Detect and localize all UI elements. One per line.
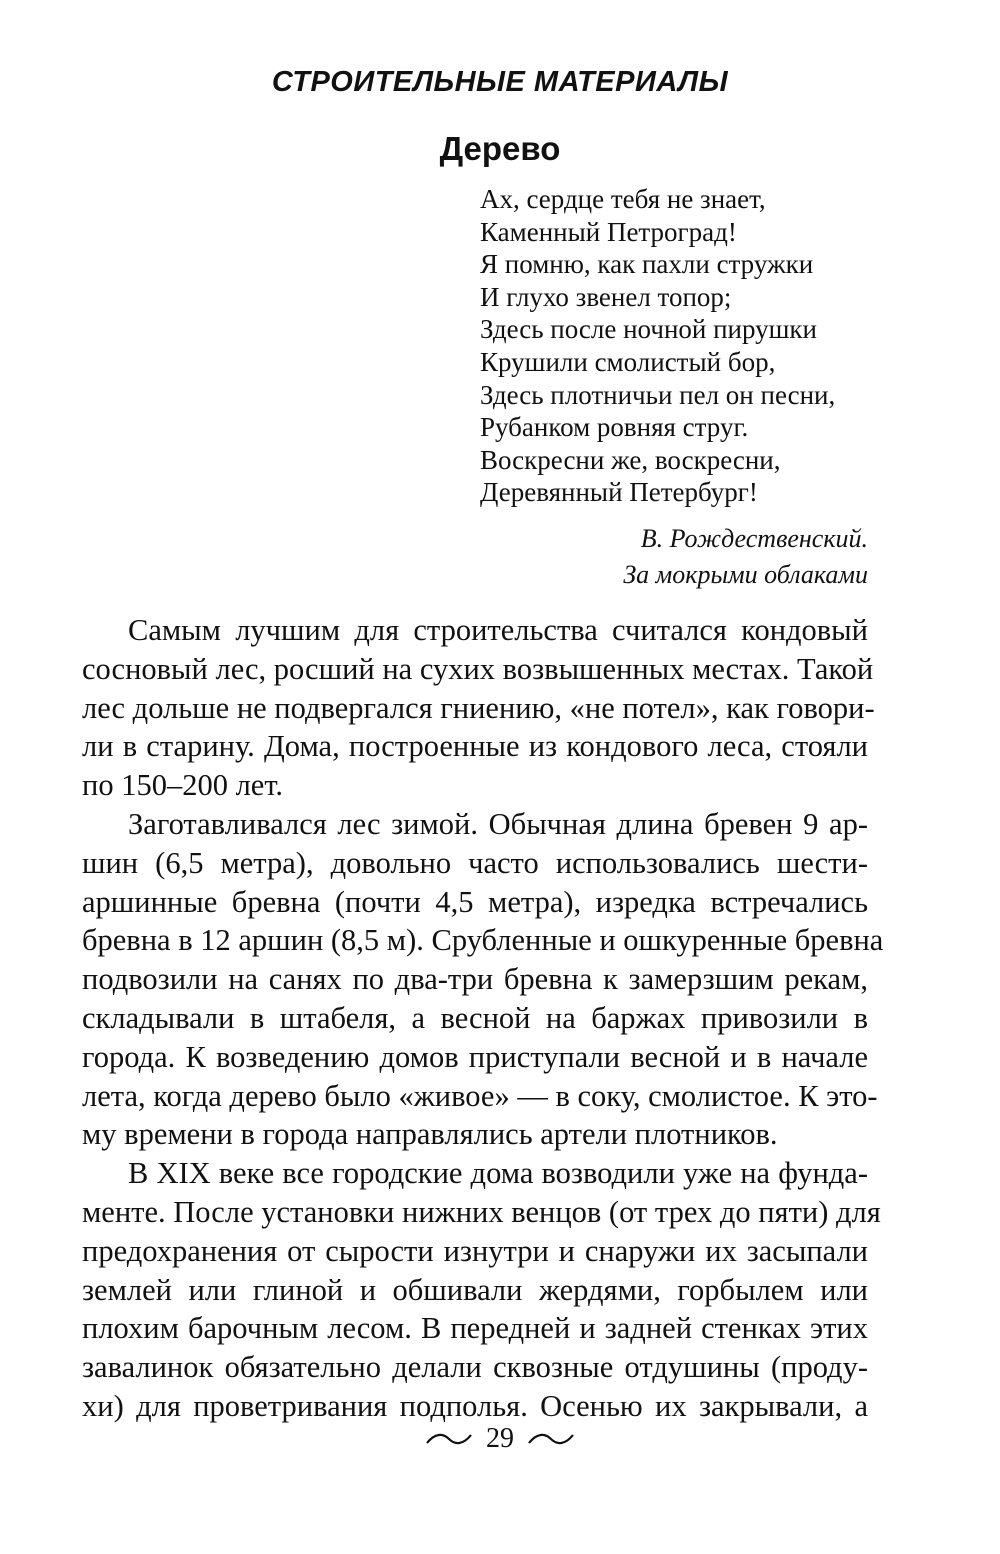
paragraph-line: землей или глиной и обшивали жердями, горбылем или bbox=[82, 1272, 868, 1307]
poem-line: Воскресни же, воскресни, bbox=[480, 444, 781, 475]
epigraph-author: В. Рождественский. bbox=[640, 524, 868, 553]
paragraph-line: бревна в 12 аршин (8,5 м). Срубленные и ошкуренные бревна bbox=[82, 923, 884, 958]
poem-line: Я помню, как пахли стружки bbox=[480, 249, 814, 280]
section-title: СТРОИТЕЛЬНЫЕ МАТЕРИАЛЫ bbox=[271, 66, 729, 98]
body-text bbox=[82, 611, 884, 1426]
paragraph-line: завалинок обязательно делали сквозные отдушины (проду- bbox=[82, 1350, 868, 1385]
chapter-title: Дерево bbox=[439, 130, 561, 167]
paragraph-line: города. К возведению домов приступали весной и в начале bbox=[82, 1039, 868, 1074]
poem-line: Ах, сердце тебя не знает, bbox=[480, 184, 766, 214]
poem-line: Рубанком ровняя струг. bbox=[480, 412, 749, 443]
tilde-ornament-left-icon bbox=[425, 1419, 473, 1459]
paragraph-line: сосновый лес, росший на сухих возвышенных местах. Такой bbox=[82, 651, 874, 686]
paragraph-line: Заготавливался лес зимой. Обычная длина бревен 9 ар- bbox=[128, 806, 868, 841]
paragraph-line: му времени в города направлялись артели плотников. bbox=[82, 1117, 778, 1152]
poem-line: Здесь плотничьи пел он песни, bbox=[480, 379, 836, 410]
paragraph-line: плохим барочным лесом. В передней и задней стенках этих bbox=[82, 1311, 868, 1346]
paragraph-line: хи) для проветривания подполья. Осенью их закрывали, а bbox=[82, 1388, 868, 1423]
paragraph-line: лес дольше не подвергался гниению, «не потел», как говори- bbox=[82, 690, 875, 725]
paragraph-line: В XIX веке все городские дома возводили уже на фунда- bbox=[128, 1156, 868, 1191]
epigraph-attribution bbox=[623, 521, 868, 593]
paragraph-line: Самым лучшим для строительства считался кондовый bbox=[128, 613, 868, 647]
paragraph-line: складывали в штабеля, а весной на баржах привозили в bbox=[82, 1000, 868, 1035]
page-number: 29 bbox=[486, 1422, 514, 1454]
poem-line: Крушили смолистый бор, bbox=[480, 346, 776, 377]
poem-line: И глухо звенел топор; bbox=[480, 281, 732, 312]
paragraph-line: по 150–200 лет. bbox=[82, 768, 283, 803]
poem-line: Здесь после ночной пирушки bbox=[480, 314, 817, 345]
page-footer bbox=[0, 1417, 1000, 1459]
paragraph-line: предохранения от сырости изнутри и снаружи их засыпали bbox=[82, 1233, 868, 1268]
paragraph-line: ли в старину. Дома, построенные из кондового леса, стояли bbox=[82, 729, 868, 764]
tilde-ornament-right-icon bbox=[527, 1419, 575, 1459]
poem-line: Деревянный Петербург! bbox=[480, 477, 758, 508]
paragraph-line: менте. После установки нижних венцов (от трех до пяти) для bbox=[82, 1194, 881, 1229]
paragraph-line: подвозили на санях по два-три бревна к замерзшим рекам, bbox=[82, 962, 868, 997]
paragraph-line: шин (6,5 метра), довольно часто использовались шести- bbox=[82, 845, 868, 880]
paragraph-line: аршинные бревна (почти 4,5 метра), изредка встречались bbox=[82, 884, 868, 919]
epigraph-poem bbox=[480, 183, 910, 509]
paragraph-line: лета, когда дерево было «живое» — в соку, смолистое. К это- bbox=[82, 1078, 878, 1113]
epigraph-source: За мокрыми облаками bbox=[623, 560, 868, 589]
poem-line: Каменный Петроград! bbox=[480, 216, 737, 247]
